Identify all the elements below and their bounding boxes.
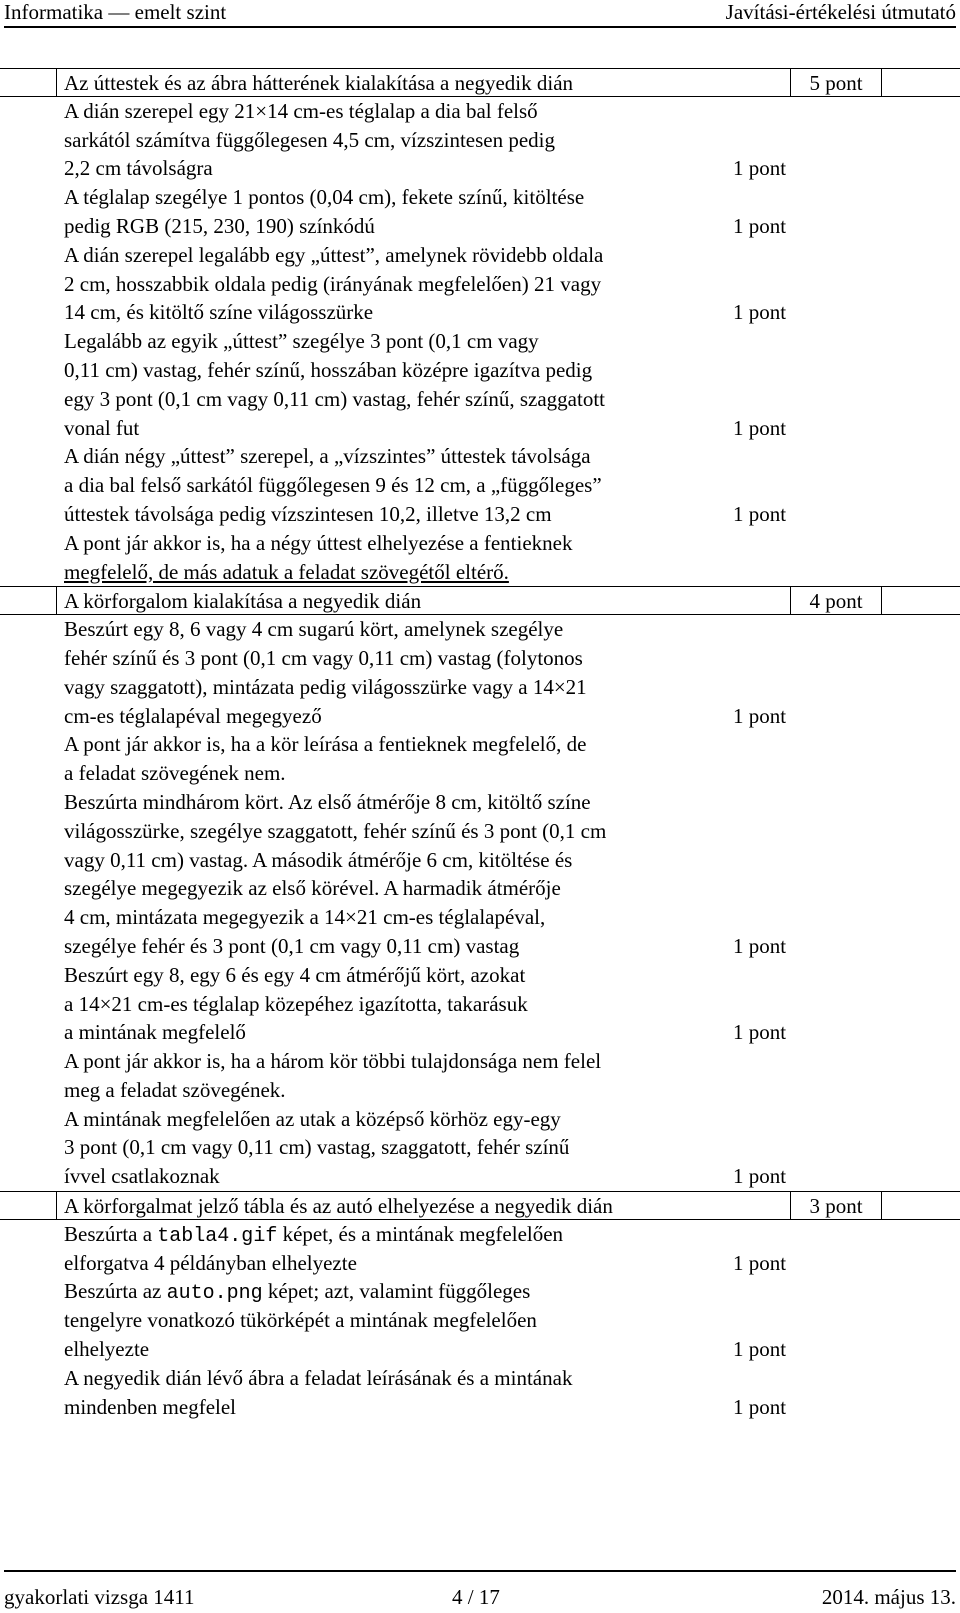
section-header	[0, 586, 960, 615]
criterion-line	[0, 298, 960, 327]
footer-page-number: 4 / 17	[452, 1585, 500, 1609]
criterion-points: 1 pont	[733, 1250, 787, 1275]
criterion-points: 1 pont	[733, 300, 787, 325]
criterion-line	[0, 97, 960, 126]
criterion-text: egy 3 pont (0,1 cm vagy 0,11 cm) vastag, fehér színű, szaggatott	[64, 386, 605, 411]
criterion-text: Beszúrt egy 8, egy 6 és egy 4 cm átmérőjű kört, azokat	[64, 962, 526, 987]
scoring-table	[0, 68, 960, 1421]
section-header	[0, 68, 960, 97]
criterion-points: 1 pont	[733, 1020, 787, 1045]
criterion-line	[0, 1047, 960, 1076]
criterion-points: 1 pont	[733, 501, 787, 526]
criterion-line	[0, 270, 960, 299]
criterion-text: fehér színű és 3 pont (0,1 cm vagy 0,11 cm) vastag (folytonos	[64, 645, 583, 670]
criterion-line	[0, 126, 960, 155]
section-title: Az úttestek és az ábra hátterének kialakítása a negyedik dián	[64, 71, 574, 95]
criterion-line	[0, 529, 960, 558]
criterion-text: ívvel csatlakoznak	[64, 1164, 220, 1189]
criterion-line	[0, 1249, 960, 1278]
criterion-text: vagy szaggatott), mintázata pedig világosszürke vagy a 14×21	[64, 674, 587, 699]
criterion-text: a 14×21 cm-es téglalap közepéhez igazította, takarásuk	[64, 991, 528, 1016]
criterion-text: mindenben megfelel	[64, 1394, 237, 1419]
criterion-text: 2,2 cm távolságra	[64, 156, 213, 181]
criterion-text: A téglalap szegélye 1 pontos (0,04 cm), fekete színű, kitöltése	[64, 185, 585, 210]
criterion-points: 1 pont	[733, 213, 787, 238]
criterion-text: a feladat szövegének nem.	[64, 761, 286, 786]
criterion-line	[0, 500, 960, 529]
criterion-line	[0, 1306, 960, 1335]
criterion-line	[0, 1335, 960, 1364]
criterion-line	[0, 1018, 960, 1047]
criterion-text: elforgatva 4 példányban elhelyezte	[64, 1250, 357, 1275]
criterion-line	[0, 874, 960, 903]
criterion-line	[0, 1277, 960, 1306]
criterion-text: meg a feladat szövegének.	[64, 1077, 286, 1102]
criterion-points: 1 pont	[733, 703, 787, 728]
page-footer	[4, 1570, 956, 1612]
criterion-points: 1 pont	[733, 415, 787, 440]
criterion-text: Beszúrt egy 8, 6 vagy 4 cm sugarú kört, amelynek szegélye	[64, 617, 564, 642]
criterion-line	[0, 442, 960, 471]
criterion-text: vonal fut	[64, 415, 140, 440]
section-title: A körforgalmat jelző tábla és az autó elhelyezése a negyedik dián	[64, 1194, 613, 1219]
criterion-text: 4 cm, mintázata megegyezik a 14×21 cm-es téglalapéval,	[64, 905, 546, 930]
text-run: képet; azt, valamint függőleges	[262, 1279, 531, 1304]
criterion-text: megfelelő, de más adatuk a feladat szövegétől eltérő.	[64, 559, 509, 584]
text-run: Beszúrta az	[64, 1279, 167, 1304]
criterion-line	[0, 327, 960, 356]
criterion-line	[0, 183, 960, 212]
criterion-line	[0, 1105, 960, 1134]
criterion-line	[0, 788, 960, 817]
criterion-text: A pont jár akkor is, ha a három kör többi tulajdonsága nem felel	[64, 1049, 602, 1074]
criterion-line	[0, 212, 960, 241]
criterion-text	[64, 1220, 563, 1252]
criterion-text: tengelyre vonatkozó tükörképét a mintának megfelelően	[64, 1308, 537, 1333]
criterion-points: 1 pont	[733, 156, 787, 181]
criterion-points: 1 pont	[733, 1164, 787, 1189]
criterion-line	[0, 1393, 960, 1422]
criterion-line	[0, 1364, 960, 1393]
criterion-line	[0, 673, 960, 702]
criterion-text: vagy 0,11 cm) vastag. A második átmérője 6 cm, kitöltése és	[64, 847, 573, 872]
criterion-text: A pont jár akkor is, ha a kör leírása a fentieknek megfelelő, de	[64, 732, 587, 757]
criterion-points: 1 pont	[733, 933, 787, 958]
criterion-text: szegélye fehér és 3 pont (0,1 cm vagy 0,11 cm) vastag	[64, 933, 520, 958]
criterion-text: A dián szerepel egy 21×14 cm-es téglalap a dia bal felső	[64, 98, 538, 123]
criterion-text	[64, 1277, 530, 1309]
criterion-line	[0, 385, 960, 414]
criterion-text: A dián négy „úttest” szerepel, a „vízszintes” úttestek távolsága	[64, 444, 591, 469]
criterion-text: cm-es téglalapéval megegyező	[64, 703, 322, 728]
text-run: képet, és a mintának megfelelően	[277, 1221, 564, 1246]
criterion-text: A negyedik dián lévő ábra a feladat leírásának és a mintának	[64, 1365, 573, 1390]
criterion-text: 0,11 cm) vastag, fehér színű, hosszában középre igazítva pedig	[64, 357, 593, 382]
criterion-line	[0, 846, 960, 875]
footer-date: 2014. május 13.	[821, 1585, 956, 1609]
criterion-line	[0, 759, 960, 788]
criterion-text: Legalább az egyik „úttest” szegélye 3 pont (0,1 cm vagy	[64, 329, 539, 354]
criterion-line	[0, 615, 960, 644]
section-points: 3 pont	[790, 1192, 881, 1219]
criterion-line	[0, 961, 960, 990]
criterion-line	[0, 932, 960, 961]
criterion-line	[0, 644, 960, 673]
criterion-text: 14 cm, és kitöltő színe világosszürke	[64, 300, 374, 325]
criterion-line	[0, 730, 960, 759]
criterion-text: a mintának megfelelő	[64, 1020, 246, 1045]
criterion-text: elhelyezte	[64, 1337, 150, 1362]
criterion-line	[0, 903, 960, 932]
criterion-line	[0, 817, 960, 846]
file-name: tabla4.gif	[157, 1224, 278, 1248]
header-subject: Informatika — emelt szint	[4, 0, 227, 24]
section-points: 5 pont	[790, 69, 881, 96]
header-doc-title: Javítási-értékelési útmutató	[725, 0, 956, 24]
criterion-line	[0, 414, 960, 443]
criterion-line	[0, 702, 960, 731]
file-name: auto.png	[166, 1282, 263, 1306]
footer-exam-code: gyakorlati vizsga 1411	[4, 1585, 195, 1609]
criterion-line	[0, 1076, 960, 1105]
section-points: 4 pont	[790, 587, 881, 614]
criterion-line	[0, 558, 960, 587]
criterion-line	[0, 471, 960, 500]
criterion-text: Beszúrta mindhárom kört. Az első átmérője 8 cm, kitöltő színe	[64, 789, 591, 814]
page-header	[4, 0, 956, 28]
criterion-text: úttestek távolsága pedig vízszintesen 10,2, illetve 13,2 cm	[64, 501, 552, 526]
criterion-line	[0, 154, 960, 183]
criterion-line	[0, 241, 960, 270]
criterion-text: világosszürke, szegélye szaggatott, fehér színű és 3 pont (0,1 cm	[64, 818, 607, 843]
text-run: Beszúrta a	[64, 1221, 158, 1246]
criterion-points: 1 pont	[733, 1394, 787, 1419]
criterion-text: 2 cm, hosszabbik oldala pedig (irányának megfelelően) 21 vagy	[64, 271, 602, 296]
criterion-text: sarkától számítva függőlegesen 4,5 cm, vízszintesen pedig	[64, 127, 556, 152]
criterion-points: 1 pont	[733, 1337, 787, 1362]
criterion-text: pedig RGB (215, 230, 190) színkódú	[64, 213, 375, 238]
criterion-text: A dián szerepel legalább egy „úttest”, amelynek rövidebb oldala	[64, 242, 604, 267]
criterion-line	[0, 1133, 960, 1162]
criterion-text: A mintának megfelelően az utak a középső körhöz egy-egy	[64, 1106, 561, 1131]
criterion-text: szegélye megegyezik az első körével. A harmadik átmérője	[64, 876, 561, 901]
criterion-text: a dia bal felső sarkától függőlegesen 9 és 12 cm, a „függőleges”	[64, 473, 602, 498]
criterion-text: 3 pont (0,1 cm vagy 0,11 cm) vastag, szaggatott, fehér színű	[64, 1135, 570, 1160]
criterion-line	[0, 1162, 960, 1191]
criterion-line	[0, 356, 960, 385]
section-header	[0, 1191, 960, 1220]
criterion-line	[0, 990, 960, 1019]
section-title: A körforgalom kialakítása a negyedik dián	[64, 589, 422, 614]
criterion-text: A pont jár akkor is, ha a négy úttest elhelyezése a fentieknek	[64, 530, 573, 555]
criterion-line	[0, 1220, 960, 1249]
